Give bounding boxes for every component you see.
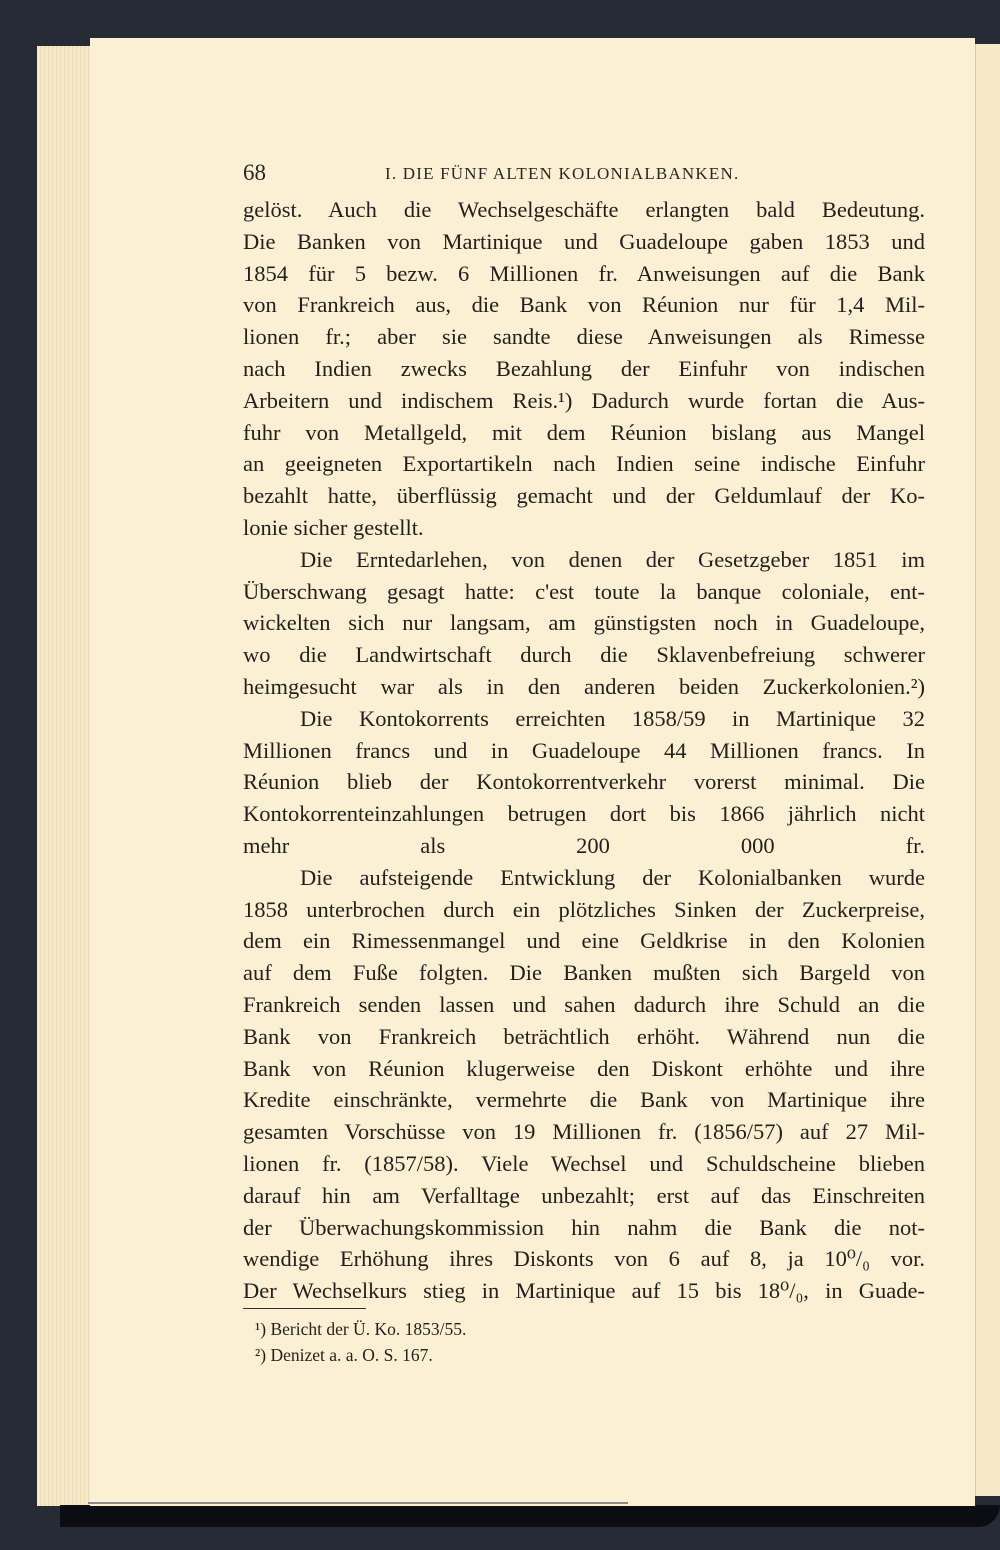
text-line: lionen fr. (1857/58). Viele Wechsel und Schuldscheine blieben bbox=[243, 1150, 925, 1176]
text-line: an geeigneten Exportartikeln nach Indien seine indische Einfuhr bbox=[243, 451, 925, 477]
text-line: Überschwang gesagt hatte: c'est toute la banque coloniale, ent- bbox=[243, 578, 925, 604]
text-line: bezahlt hatte, überflüssig gemacht und der Geldumlauf der Ko- bbox=[243, 483, 925, 509]
text-line: Frankreich senden lassen und sahen dadurch ihre Schuld an die bbox=[243, 991, 925, 1017]
text-line: Die Erntedarlehen, von denen der Gesetzgeber 1851 im bbox=[300, 546, 925, 572]
body-text bbox=[243, 194, 925, 1307]
text-line: von Frankreich aus, die Bank von Réunion nur für 1,4 Mil- bbox=[243, 292, 925, 318]
text-line: Die Banken von Martinique und Guadeloupe gaben 1853 und bbox=[243, 228, 925, 254]
text-line: der Überwachungskommission hin nahm die Bank die not- bbox=[243, 1214, 925, 1240]
next-page-edge bbox=[975, 44, 1000, 1496]
text-line: nach Indien zwecks Bezahlung der Einfuhr von indischen bbox=[243, 355, 925, 381]
text-line: Kontokorrenteinzahlungen betrugen dort bis 1866 jährlich nicht bbox=[243, 801, 925, 827]
book-shadow bbox=[60, 1505, 1000, 1527]
text-line: 1854 für 5 bezw. 6 Millionen fr. Anweisungen auf die Bank bbox=[243, 260, 925, 286]
text-line: wickelten sich nur langsam, am günstigsten noch in Guadeloupe, bbox=[243, 610, 925, 636]
text-line: Kredite einschränkte, vermehrte die Bank von Martinique ihre bbox=[243, 1087, 925, 1113]
text-line: auf dem Fuße folgten. Die Banken mußten sich Bargeld von bbox=[243, 960, 925, 986]
text-line: lionen fr.; aber sie sandte diese Anweisungen als Rimesse bbox=[243, 324, 925, 350]
text-line: mehr als 200 000 fr. bbox=[243, 832, 925, 858]
running-title: I. DIE FÜNF ALTEN KOLONIALBANKEN. bbox=[385, 164, 740, 183]
text-line: Der Wechselkurs stieg in Martinique auf 15 bis 18⁰/₀, in Guade- bbox=[243, 1278, 925, 1304]
text-line: gelöst. Auch die Wechselgeschäfte erlangten bald Bedeutung. bbox=[243, 197, 925, 222]
text-line: dem ein Rimessenmangel und eine Geldkrise in den Kolonien bbox=[243, 928, 925, 954]
text-line: darauf hin am Verfalltage unbezahlt; erst auf das Einschreiten bbox=[243, 1182, 925, 1208]
page-bottom-edge bbox=[88, 1502, 628, 1504]
text-line: Réunion blieb der Kontokorrentverkehr vorerst minimal. Die bbox=[243, 769, 925, 795]
page-number: 68 bbox=[243, 160, 266, 185]
text-line: Bank von Réunion klugerweise den Diskont erhöhte und ihre bbox=[243, 1055, 925, 1081]
text-line: 1858 unterbrochen durch ein plötzliches Sinken der Zuckerpreise, bbox=[243, 896, 925, 922]
text-line: gesamten Vorschüsse von 19 Millionen fr. (1856/57) auf 27 Mil- bbox=[243, 1119, 925, 1145]
text-line: Die aufsteigende Entwicklung der Kolonialbanken wurde bbox=[300, 864, 925, 890]
footnote-2: ²) Denizet a. a. O. S. 167. bbox=[255, 1345, 433, 1365]
page-stack-edge bbox=[37, 46, 97, 1506]
footnote-1: ¹) Bericht der Ü. Ko. 1853/55. bbox=[255, 1319, 467, 1339]
text-line: Arbeitern und indischem Reis.¹) Dadurch wurde fortan die Aus- bbox=[243, 387, 925, 413]
text-line: Die Kontokorrents erreichten 1858/59 in Martinique 32 bbox=[300, 705, 925, 731]
text-line: Millionen francs und in Guadeloupe 44 Millionen francs. In bbox=[243, 737, 925, 763]
text-line: heimgesucht war als in den anderen beiden Zuckerkolonien.²) bbox=[243, 673, 925, 699]
text-line: wo die Landwirtschaft durch die Sklavenbefreiung schwerer bbox=[243, 642, 925, 668]
text-line: Bank von Frankreich beträchtlich erhöht. Während nun die bbox=[243, 1023, 925, 1049]
footnote-rule bbox=[243, 1308, 366, 1309]
text-line: fuhr von Metallgeld, mit dem Réunion bislang aus Mangel bbox=[243, 419, 925, 445]
text-line: wendige Erhöhung ihres Diskonts von 6 auf 8, ja 10⁰/₀ vor. bbox=[243, 1246, 925, 1272]
text-line: lonie sicher gestellt. bbox=[243, 514, 424, 540]
